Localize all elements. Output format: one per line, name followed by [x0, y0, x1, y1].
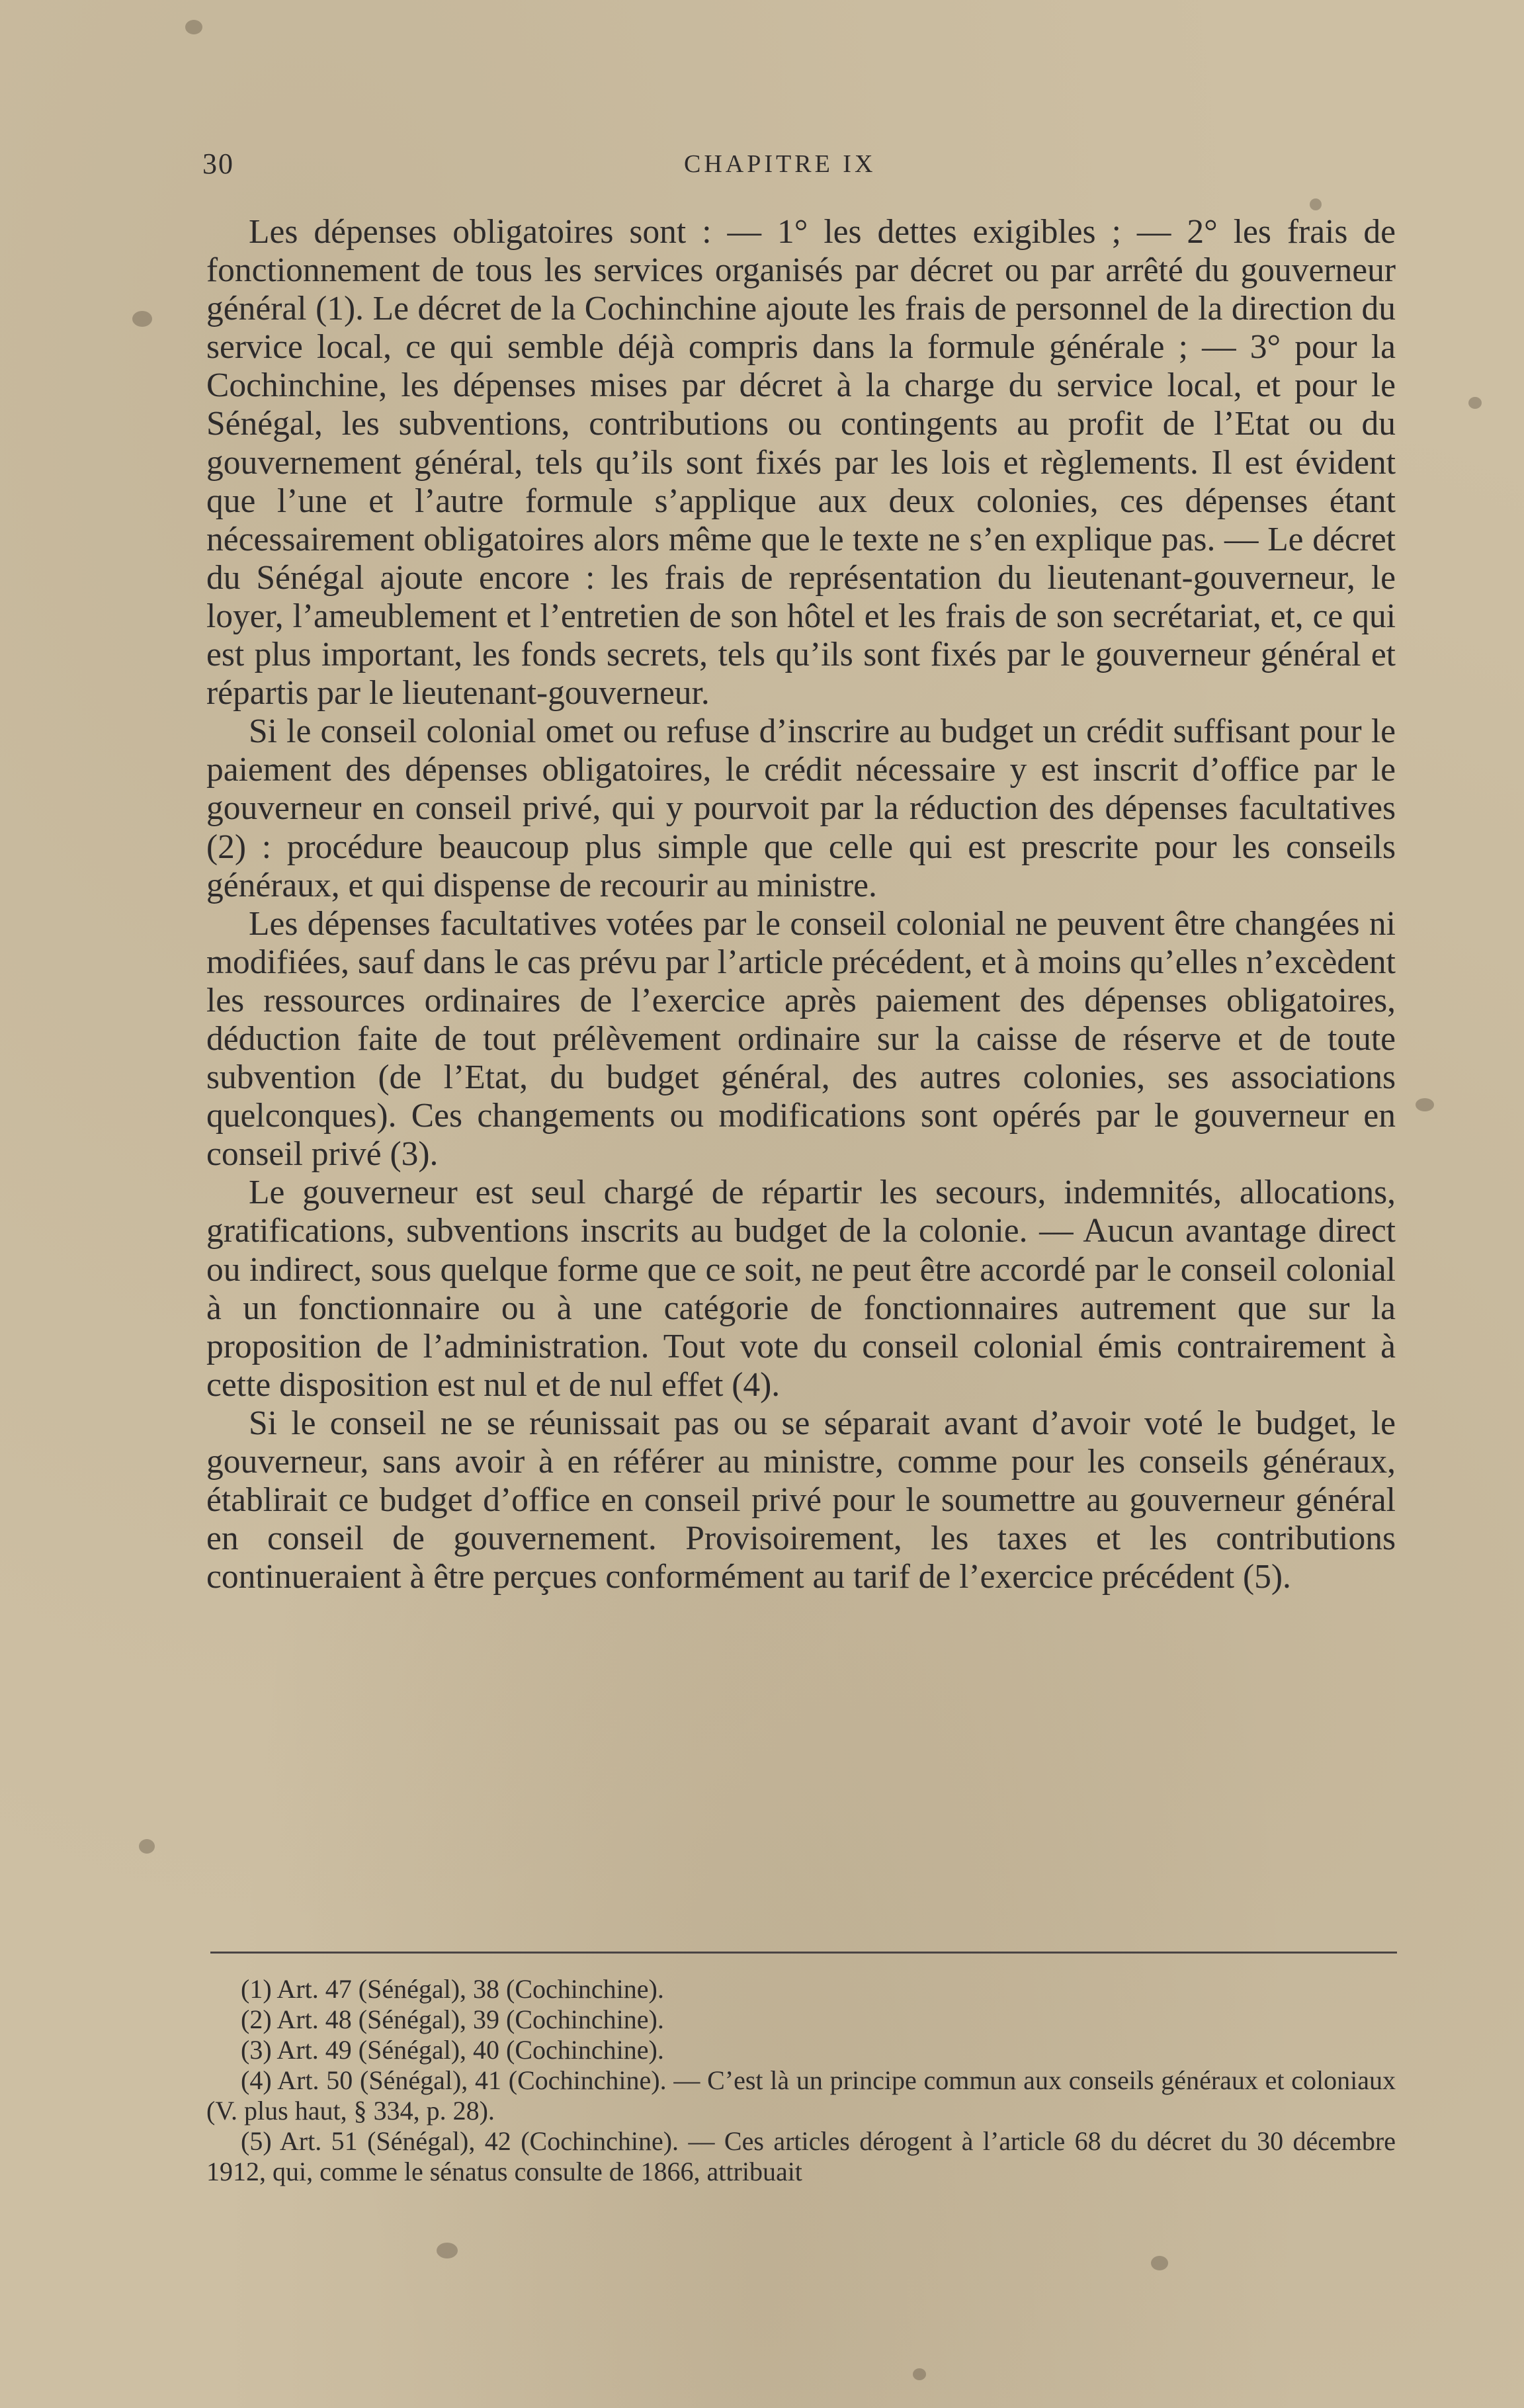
- paper-speck: [1151, 2256, 1168, 2270]
- paragraph: Les dépenses facultatives votées par le conseil colonial ne peuvent être changées ni modifiées, sauf dans le cas prévu par l’article précédent, et à moins qu’elles n’excèdent les ressources ordinaires de l’exercice après paiement des dépenses obligatoires, déduction faite de tout prélèvement ordinaire sur la caisse de réserve et de toute subvention (de l’Etat, du budget général, des autres colonies, ses associations quelconques). Ces changements ou modifications sont opérés par le gouverneur en conseil privé (3).: [206, 904, 1396, 1174]
- footnote: (3) Art. 49 (Sénégal), 40 (Cochinchine).: [241, 2035, 664, 2065]
- footnote-separator: [210, 1952, 1397, 1954]
- paper-speck: [1416, 1098, 1434, 1111]
- footnote: (4) Art. 50 (Sénégal), 41 (Cochinchine). — C’est là un principe commun aux conseils généraux et coloniaux (V. plus haut, § 334, p. 28).: [206, 2065, 1396, 2126]
- chapter-title: CHAPITRE IX: [684, 150, 876, 178]
- paragraph: Si le conseil colonial omet ou refuse d’inscrire au budget un crédit suffisant pour le paiement des dépenses obligatoires, le crédit nécessaire y est inscrit d’office par le gouverneur en conseil privé, qui y pourvoit par la réduction des dépenses facultatives (2) : procédure beaucoup plus simple que celle qui est prescrite pour les conseils généraux, et qui dispense de recourir au ministre.: [206, 712, 1396, 904]
- running-head: [202, 147, 1393, 187]
- paper-speck: [1310, 198, 1322, 210]
- paper-speck: [185, 20, 202, 34]
- footnotes: [206, 1974, 1396, 2187]
- page-number: 30: [202, 148, 234, 180]
- paragraph: Les dépenses obligatoires sont : — 1° les dettes exigibles ; — 2° les frais de fonctionnement de tous les services organisés par décret ou par arrêté du gouverneur général (1). Le décret de la Cochinchine ajoute les frais de personnel de la direction du service local, ce qui semble déjà compris dans la formule générale ; — 3° pour la Cochinchine, les dépenses mises par décret à la charge du service local, et pour le Sénégal, les subventions, contributions ou contingents au profit de l’Etat ou du gouvernement général, tels qu’ils sont fixés par les lois et règlements. Il est évident que l’une et l’autre formule s’applique aux deux colonies, ces dépenses étant nécessairement obligatoires alors même que le texte ne s’en explique pas. — Le décret du Sénégal ajoute encore : les frais de représentation du lieutenant-gouverneur, le loyer, l’ameublement et l’entretien de son hôtel et les frais de son secrétariat, et, ce qui est plus important, les fonds secrets, tels qu’ils sont fixés par le gouverneur général et répartis par le lieutenant-gouverneur.: [206, 213, 1396, 712]
- paragraph: Si le conseil ne se réunissait pas ou se séparait avant d’avoir voté le budget, le gouverneur, sans avoir à en référer au ministre, comme pour les conseils généraux, établirait ce budget d’office en conseil privé pour le soumettre au gouverneur général en conseil de gouvernement. Provisoirement, les taxes et les contributions continueraient à être perçues conformément au tarif de l’exercice précédent (5).: [206, 1404, 1396, 1596]
- paper-speck: [139, 1839, 155, 1854]
- footnote: (2) Art. 48 (Sénégal), 39 (Cochinchine).: [241, 2004, 664, 2034]
- paper-speck: [132, 311, 152, 327]
- body-text: [206, 213, 1396, 1596]
- paper-speck: [1468, 397, 1482, 409]
- paper-speck: [913, 2368, 926, 2380]
- paper-speck: [437, 2243, 458, 2258]
- footnote: (5) Art. 51 (Sénégal), 42 (Cochinchine). — Ces articles dérogent à l’article 68 du décret du 30 décembre 1912, qui, comme le sénatus consulte de 1866, attribuait: [206, 2126, 1396, 2186]
- footnote: (1) Art. 47 (Sénégal), 38 (Cochinchine).: [241, 1974, 664, 2004]
- paragraph: Le gouverneur est seul chargé de répartir les secours, indemnités, allocations, gratifications, subventions inscrits au budget de la colonie. — Aucun avantage direct ou indirect, sous quelque forme que ce soit, ne peut être accordé par le conseil colonial à un fonctionnaire ou à une catégorie de fonctionnaires autrement que sur la proposition de l’administration. Tout vote du conseil colonial émis contrairement à cette disposition est nul et de nul effet (4).: [206, 1174, 1396, 1404]
